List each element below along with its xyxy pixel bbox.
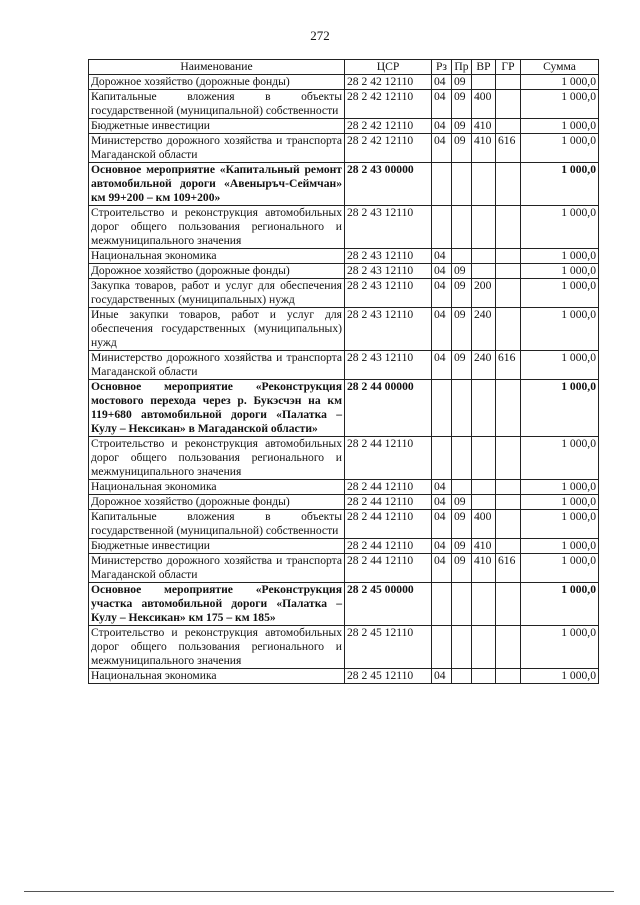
table-body [89, 75, 599, 684]
cell-gr: 616 [496, 351, 521, 380]
cell-sum: 1 000,0 [521, 279, 599, 308]
cell-name: Дорожное хозяйство (дорожные фонды) [89, 75, 345, 90]
table-header-row [89, 60, 599, 75]
cell-csr: 28 2 45 12110 [345, 626, 432, 669]
bottom-divider [24, 891, 614, 892]
cell-pr: 09 [452, 119, 472, 134]
header-vr: ВР [472, 60, 496, 75]
cell-vr [472, 480, 496, 495]
cell-name: Закупка товаров, работ и услуг для обеспечения государственных (муниципальных) нужд [89, 279, 345, 308]
cell-sum: 1 000,0 [521, 75, 599, 90]
header-pr: Пр [452, 60, 472, 75]
table-row [89, 380, 599, 437]
cell-vr: 240 [472, 351, 496, 380]
cell-pr [452, 480, 472, 495]
cell-sum: 1 000,0 [521, 249, 599, 264]
cell-vr: 410 [472, 554, 496, 583]
cell-csr: 28 2 42 12110 [345, 119, 432, 134]
cell-sum: 1 000,0 [521, 264, 599, 279]
cell-gr [496, 480, 521, 495]
cell-pr: 09 [452, 90, 472, 119]
cell-csr: 28 2 44 12110 [345, 554, 432, 583]
cell-vr [472, 249, 496, 264]
table-row [89, 669, 599, 684]
cell-sum: 1 000,0 [521, 206, 599, 249]
cell-gr [496, 583, 521, 626]
cell-rz: 04 [432, 279, 452, 308]
cell-pr: 09 [452, 279, 472, 308]
cell-gr [496, 279, 521, 308]
cell-sum: 1 000,0 [521, 90, 599, 119]
cell-vr: 240 [472, 308, 496, 351]
cell-gr [496, 308, 521, 351]
table-row [89, 495, 599, 510]
cell-name: Иные закупки товаров, работ и услуг для обеспечения государственных (муниципальных) нужд [89, 308, 345, 351]
cell-name: Национальная экономика [89, 480, 345, 495]
cell-csr: 28 2 43 12110 [345, 308, 432, 351]
cell-csr: 28 2 45 12110 [345, 669, 432, 684]
cell-csr: 28 2 44 00000 [345, 380, 432, 437]
cell-vr [472, 626, 496, 669]
cell-sum: 1 000,0 [521, 437, 599, 480]
header-rz: Рз [432, 60, 452, 75]
cell-rz: 04 [432, 264, 452, 279]
cell-rz: 04 [432, 351, 452, 380]
cell-csr: 28 2 43 12110 [345, 351, 432, 380]
cell-name: Основное мероприятие «Реконструкция участка автомобильной дороги «Палатка – Кулу – Нексикан» км 175 – км 185» [89, 583, 345, 626]
table-row [89, 308, 599, 351]
cell-vr [472, 206, 496, 249]
cell-gr [496, 90, 521, 119]
cell-rz: 04 [432, 90, 452, 119]
table-row [89, 90, 599, 119]
cell-rz: 04 [432, 119, 452, 134]
table-row [89, 626, 599, 669]
cell-csr: 28 2 43 00000 [345, 163, 432, 206]
cell-name: Министерство дорожного хозяйства и транспорта Магаданской области [89, 554, 345, 583]
cell-sum: 1 000,0 [521, 480, 599, 495]
header-gr: ГР [496, 60, 521, 75]
cell-sum: 1 000,0 [521, 583, 599, 626]
cell-vr [472, 75, 496, 90]
cell-pr: 09 [452, 554, 472, 583]
cell-rz: 04 [432, 669, 452, 684]
table-row [89, 119, 599, 134]
table-row [89, 554, 599, 583]
cell-vr: 200 [472, 279, 496, 308]
cell-name: Министерство дорожного хозяйства и транспорта Магаданской области [89, 134, 345, 163]
cell-name: Национальная экономика [89, 669, 345, 684]
cell-gr [496, 264, 521, 279]
cell-pr [452, 626, 472, 669]
cell-gr [496, 163, 521, 206]
cell-vr [472, 495, 496, 510]
cell-csr: 28 2 43 12110 [345, 279, 432, 308]
cell-csr: 28 2 44 12110 [345, 510, 432, 539]
cell-rz [432, 206, 452, 249]
cell-vr [472, 669, 496, 684]
cell-vr: 400 [472, 510, 496, 539]
budget-table [88, 59, 599, 684]
cell-rz: 04 [432, 75, 452, 90]
cell-vr [472, 264, 496, 279]
cell-rz: 04 [432, 554, 452, 583]
cell-rz: 04 [432, 308, 452, 351]
cell-name: Дорожное хозяйство (дорожные фонды) [89, 495, 345, 510]
cell-csr: 28 2 42 12110 [345, 90, 432, 119]
cell-name: Бюджетные инвестиции [89, 119, 345, 134]
cell-pr: 09 [452, 308, 472, 351]
header-csr: ЦСР [345, 60, 432, 75]
cell-sum: 1 000,0 [521, 351, 599, 380]
cell-pr [452, 163, 472, 206]
cell-pr [452, 583, 472, 626]
cell-sum: 1 000,0 [521, 119, 599, 134]
cell-gr [496, 539, 521, 554]
cell-rz [432, 380, 452, 437]
table-row [89, 480, 599, 495]
cell-rz: 04 [432, 495, 452, 510]
cell-vr: 410 [472, 539, 496, 554]
cell-name: Основное мероприятие «Капитальный ремонт автомобильной дороги «Авеныръч-Сеймчан» км 99+200 – км 109+200» [89, 163, 345, 206]
cell-pr [452, 669, 472, 684]
cell-pr [452, 206, 472, 249]
cell-rz: 04 [432, 249, 452, 264]
table-row [89, 264, 599, 279]
table-row [89, 539, 599, 554]
cell-sum: 1 000,0 [521, 495, 599, 510]
cell-pr [452, 249, 472, 264]
cell-pr: 09 [452, 134, 472, 163]
table-row [89, 510, 599, 539]
cell-gr [496, 119, 521, 134]
cell-vr [472, 437, 496, 480]
cell-csr: 28 2 44 12110 [345, 539, 432, 554]
cell-gr [496, 669, 521, 684]
cell-gr [496, 75, 521, 90]
cell-name: Министерство дорожного хозяйства и транспорта Магаданской области [89, 351, 345, 380]
cell-pr: 09 [452, 510, 472, 539]
table-row [89, 75, 599, 90]
cell-name: Капитальные вложения в объекты государственной (муниципальной) собственности [89, 90, 345, 119]
cell-rz [432, 437, 452, 480]
cell-csr: 28 2 42 12110 [345, 134, 432, 163]
table-row [89, 206, 599, 249]
cell-gr [496, 437, 521, 480]
cell-pr: 09 [452, 264, 472, 279]
page-number: 272 [310, 28, 330, 43]
cell-rz [432, 583, 452, 626]
header-sum: Сумма [521, 60, 599, 75]
cell-vr: 410 [472, 134, 496, 163]
cell-name: Бюджетные инвестиции [89, 539, 345, 554]
table-row [89, 351, 599, 380]
cell-sum: 1 000,0 [521, 380, 599, 437]
cell-name: Дорожное хозяйство (дорожные фонды) [89, 264, 345, 279]
cell-vr [472, 380, 496, 437]
cell-pr: 09 [452, 495, 472, 510]
table-row [89, 279, 599, 308]
cell-sum: 1 000,0 [521, 554, 599, 583]
cell-vr [472, 163, 496, 206]
cell-csr: 28 2 43 12110 [345, 249, 432, 264]
cell-gr: 616 [496, 134, 521, 163]
cell-pr: 09 [452, 539, 472, 554]
cell-rz [432, 626, 452, 669]
cell-gr: 616 [496, 554, 521, 583]
cell-sum: 1 000,0 [521, 510, 599, 539]
cell-name: Строительство и реконструкция автомобильных дорог общего пользования регионального и межмуниципального значения [89, 206, 345, 249]
cell-vr: 410 [472, 119, 496, 134]
cell-gr [496, 626, 521, 669]
cell-gr [496, 380, 521, 437]
cell-pr [452, 437, 472, 480]
table-row [89, 163, 599, 206]
cell-sum: 1 000,0 [521, 669, 599, 684]
cell-name: Капитальные вложения в объекты государственной (муниципальной) собственности [89, 510, 345, 539]
table-row [89, 134, 599, 163]
header-name: Наименование [89, 60, 345, 75]
cell-name: Строительство и реконструкция автомобильных дорог общего пользования регионального и межмуниципального значения [89, 437, 345, 480]
cell-pr: 09 [452, 351, 472, 380]
cell-rz: 04 [432, 134, 452, 163]
cell-gr [496, 510, 521, 539]
cell-name: Строительство и реконструкция автомобильных дорог общего пользования регионального и межмуниципального значения [89, 626, 345, 669]
cell-name: Национальная экономика [89, 249, 345, 264]
cell-csr: 28 2 44 12110 [345, 437, 432, 480]
cell-csr: 28 2 45 00000 [345, 583, 432, 626]
cell-gr [496, 249, 521, 264]
cell-sum: 1 000,0 [521, 626, 599, 669]
cell-pr: 09 [452, 75, 472, 90]
cell-gr [496, 495, 521, 510]
table-row [89, 249, 599, 264]
cell-vr [472, 583, 496, 626]
cell-rz: 04 [432, 480, 452, 495]
table-row [89, 583, 599, 626]
cell-csr: 28 2 43 12110 [345, 206, 432, 249]
cell-rz [432, 163, 452, 206]
table-row [89, 437, 599, 480]
cell-sum: 1 000,0 [521, 163, 599, 206]
cell-rz: 04 [432, 539, 452, 554]
cell-sum: 1 000,0 [521, 539, 599, 554]
cell-rz: 04 [432, 510, 452, 539]
cell-vr: 400 [472, 90, 496, 119]
cell-csr: 28 2 44 12110 [345, 480, 432, 495]
cell-sum: 1 000,0 [521, 308, 599, 351]
cell-name: Основное мероприятие «Реконструкция мостового перехода через р. Букэсчэн на км 119+680 автомобильной дороги «Палатка – Кулу – Нексикан» в Магаданской области» [89, 380, 345, 437]
cell-pr [452, 380, 472, 437]
cell-gr [496, 206, 521, 249]
cell-sum: 1 000,0 [521, 134, 599, 163]
cell-csr: 28 2 42 12110 [345, 75, 432, 90]
cell-csr: 28 2 43 12110 [345, 264, 432, 279]
cell-csr: 28 2 44 12110 [345, 495, 432, 510]
